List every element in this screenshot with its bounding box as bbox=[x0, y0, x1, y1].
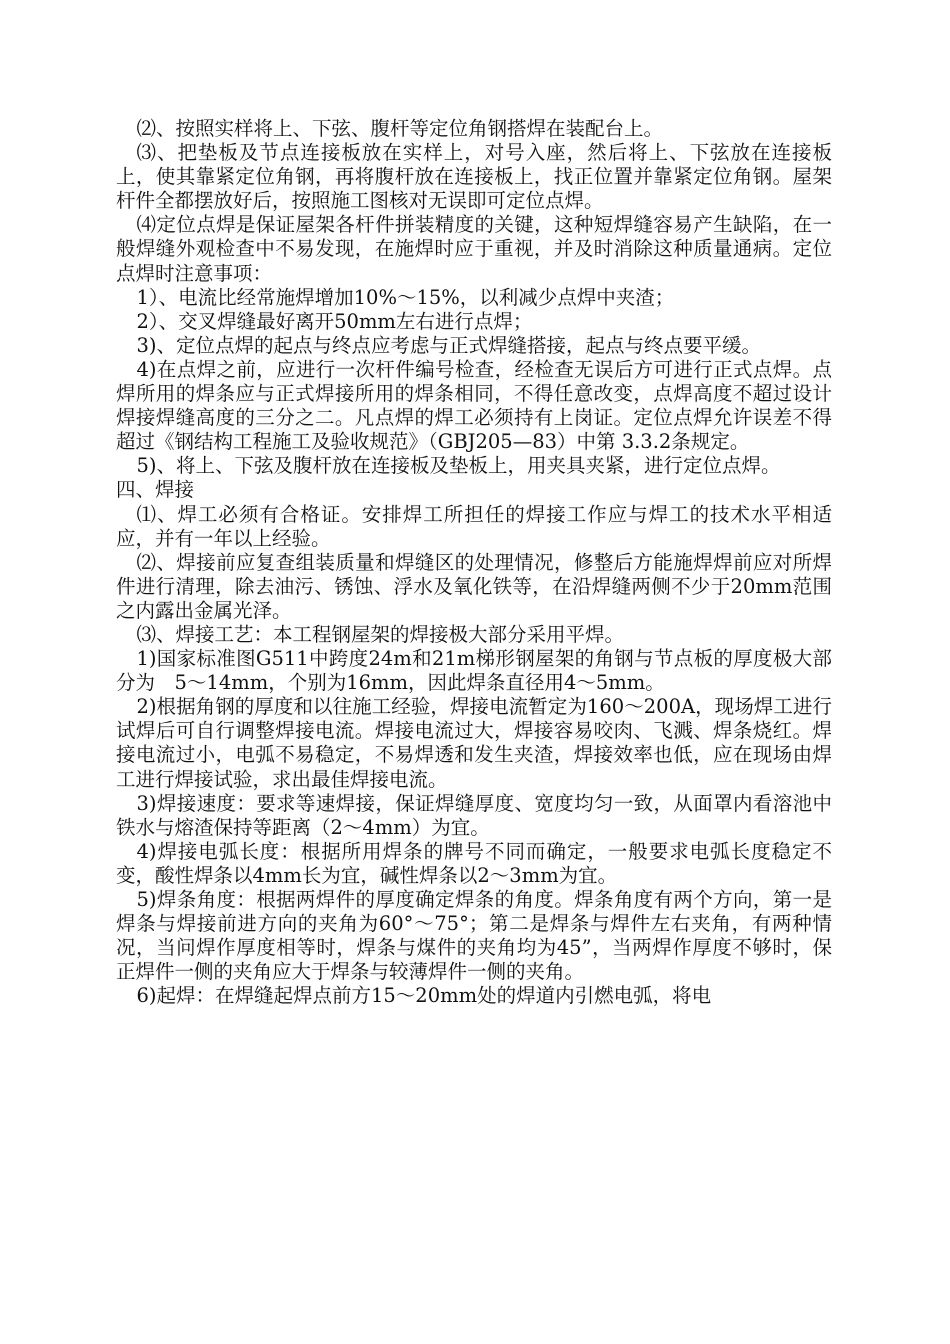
list-item-current: 1）、电流比经常施焊增加10%～15%，以利减少点焊中夹渣； bbox=[136, 285, 675, 309]
section-heading-welding: 四、焊接 bbox=[116, 478, 195, 502]
paragraph-step-4: ⑷定位点焊是保证屋架各杆件拼装精度的关键，这种短焊缝容易产生缺陷，在一般焊缝外观检查中不易发现，在施焊时应于重视，并及时消除这种质量通病。定位点焊时注意事项： bbox=[116, 213, 832, 285]
list-item-clamp: 5)、将上、下弦及腹杆放在连接板及垫板上，用夹具夹紧，进行定位点焊。 bbox=[136, 454, 781, 478]
list-item-cross-weld: 2）、交叉焊缝最好离开50mm左右进行点焊； bbox=[136, 309, 533, 333]
list-item-arc-length: 4)焊接电弧长度：根据所用焊条的牌号不同而确定，一般要求电弧长度稳定不变，酸性焊条以4mm长为宜，碱性焊条以2～3mm为宜。 bbox=[116, 839, 832, 887]
paragraph-welding-process: ⑶、焊接工艺：本工程钢屋架的焊接极大部分采用平焊。 bbox=[136, 622, 624, 646]
paragraph-step-3: ⑶、把垫板及节点连接板放在实样上，对号入座，然后将上、下弦放在连接板上，使其靠紧定位角钢，再将腹杆放在连接板上，找正位置并靠紧定位角钢。屋架杆件全都摆放好后，按照施工图核对无误即可定位点焊。 bbox=[116, 141, 832, 213]
paragraph-welder-certificate: ⑴、焊工必须有合格证。安排焊工所担任的焊接工作应与焊工的技术水平相适应，并有一年以上经验。 bbox=[116, 502, 832, 550]
list-item-start-welding: 6)起焊：在焊缝起焊点前方15～20mm处的焊道内引燃电弧，将电 bbox=[136, 984, 712, 1008]
list-item-electrode-diameter: 1)国家标准图G511中跨度24m和21m梯形钢屋架的角钢与节点板的厚度极大部分为 5～14mm，个别为16mm，因此焊条直径用4～5mm。 bbox=[116, 647, 832, 695]
list-item-welding-speed: 3)焊接速度：要求等速焊接，保证焊缝厚度、宽度均匀一致，从面罩内看溶池中铁水与熔渣保持等距离（2～4mm）为宜。 bbox=[116, 791, 832, 839]
list-item-electrode-angle: 5)焊条角度：根据两焊件的厚度确定焊条的角度。焊条角度有两个方向，第一是焊条与焊接前进方向的夹角为60°～75°；第二是焊条与焊件左右夹角，有两种情况，当问焊作厚度相等时，焊条与煤件的夹角均为45”，当两焊作厚度不够时，保正焊件一侧的夹角应大于焊条与较薄焊件一侧的夹角。 bbox=[116, 888, 832, 984]
paragraph-pre-weld-check: ⑵、焊接前应复查组装质量和焊缝区的处理情况，修整后方能施焊焊前应对所焊件进行清理，除去油污、锈蚀、浮水及氧化铁等，在沿焊缝两侧不少于20mm范围之内露出金属光泽。 bbox=[116, 550, 832, 622]
list-item-numbering-check: 4)在点焊之前，应进行一次杆件编号检查，经检查无误后方可进行正式点焊。点焊所用的焊条应与正式焊接所用的焊条相同，不得任意改变，点焊高度不超过设计焊接焊缝高度的三分之二。凡点焊的焊工必须持有上岗证。定位点焊允许误差不得超过《钢结构工程施工及验收规范》（GBJ205—83）中第 3.3.2条规定。 bbox=[116, 357, 832, 454]
paragraph-step-2: ⑵、按照实样将上、下弦、腹杆等定位角钢搭焊在装配台上。 bbox=[136, 117, 663, 140]
document-body bbox=[116, 117, 832, 1008]
list-item-welding-current: 2)根据角钢的厚度和以往施工经验，焊接电流暂定为160～200A，现场焊工进行试焊后可自行调整焊接电流。焊接电流过大，焊接容易咬肉、飞溅、焊条烧红。焊接电流过小，电弧不易稳定，不易焊透和发生夹渣，焊接效率也低，应在现场由焊工进行焊接试验，求出最佳焊接电流。 bbox=[116, 695, 832, 791]
list-item-start-end: 3)、定位点焊的起点与终点应考虑与正式焊缝搭接，起点与终点要平缓。 bbox=[136, 333, 761, 357]
